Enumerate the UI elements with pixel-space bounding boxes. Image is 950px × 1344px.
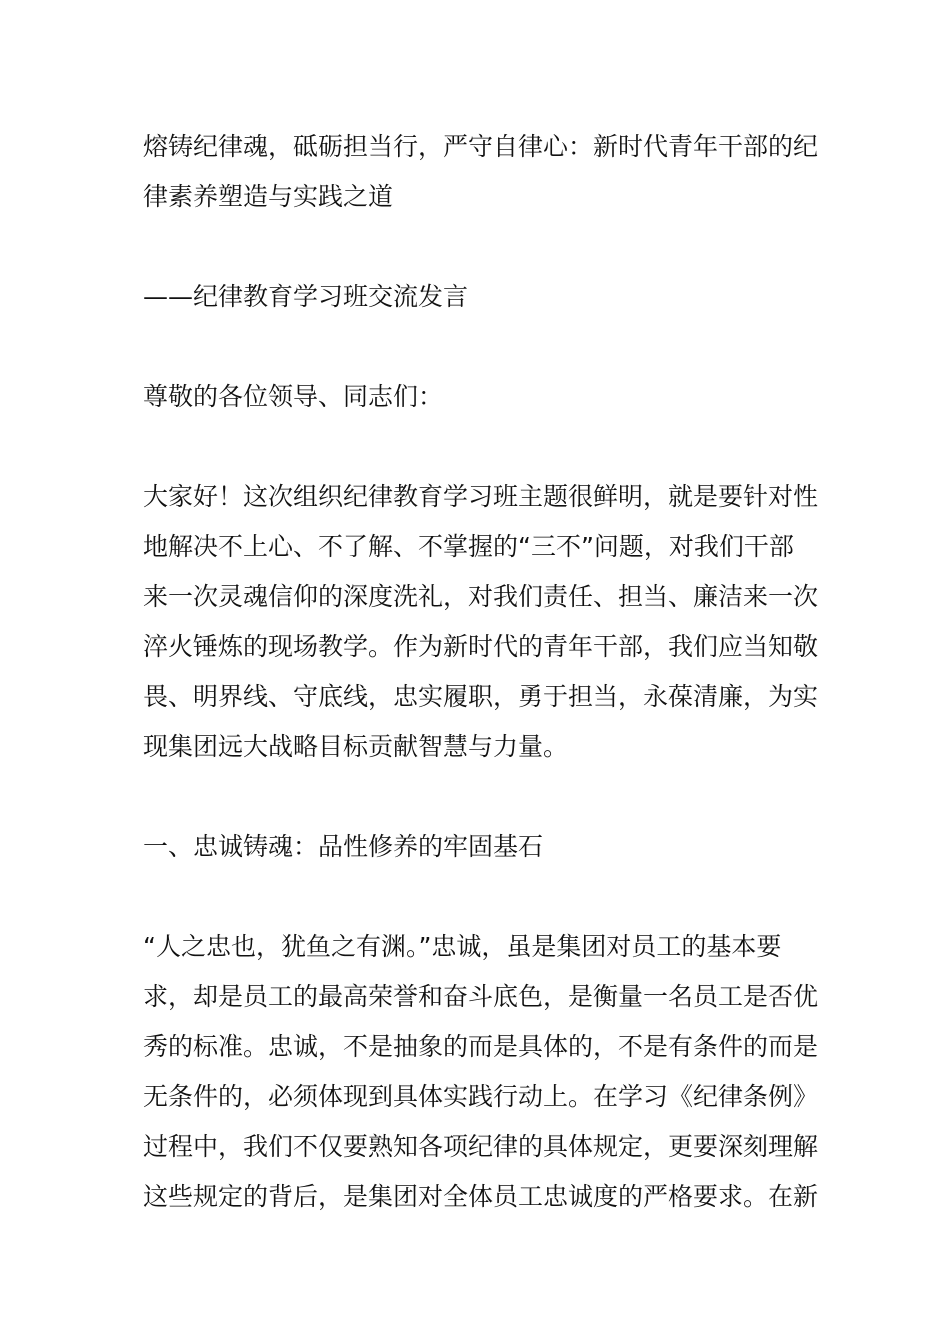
salutation (143, 372, 808, 422)
section-heading-text: 一、忠诚铸魂：品性修养的牢固基石 (143, 832, 544, 861)
section-heading (143, 822, 808, 872)
paragraph-line: 无条件的，必须体现到具体实践行动上。在学习《纪律条例》 (143, 1082, 819, 1111)
paragraph-line: 来一次灵魂信仰的深度洗礼，对我们责任、担当、廉洁来一次 (143, 582, 819, 611)
section-paragraph (143, 922, 819, 1222)
paragraph-line: 现集团远大战略目标贡献智慧与力量。 (143, 732, 569, 761)
salutation-text: 尊敬的各位领导、同志们： (143, 382, 444, 411)
paragraph-line: 地解决不上心、不了解、不掌握的“三不”问题，对我们干部 (143, 532, 794, 561)
paragraph-line: 求，却是员工的最高荣誉和奋斗底色，是衡量一名员工是否优 (143, 982, 819, 1011)
paragraph-line: 大家好！这次组织纪律教育学习班主题很鲜明，就是要针对性 (143, 482, 819, 511)
paragraph-line: “人之忠也，犹鱼之有渊。”忠诚，虽是集团对员工的基本要 (143, 932, 782, 961)
document-title (143, 122, 819, 222)
paragraph-line: 这些规定的背后，是集团对全体员工忠诚度的严格要求。在新 (143, 1182, 819, 1211)
document-subtitle (143, 272, 808, 322)
document-page (143, 122, 819, 1222)
title-line: 熔铸纪律魂，砥砺担当行，严守自律心：新时代青年干部的纪 (143, 132, 819, 161)
paragraph-line: 过程中，我们不仅要熟知各项纪律的具体规定，更要深刻理解 (143, 1132, 819, 1161)
paragraph-line: 畏、明界线、守底线，忠实履职，勇于担当，永葆清廉，为实 (143, 682, 819, 711)
title-line: 律素养塑造与实践之道 (143, 182, 394, 211)
subtitle-text: ——纪律教育学习班交流发言 (143, 282, 469, 311)
intro-paragraph (143, 472, 819, 772)
paragraph-line: 淬火锤炼的现场教学。作为新时代的青年干部，我们应当知敬 (143, 632, 819, 661)
paragraph-line: 秀的标准。忠诚，不是抽象的而是具体的，不是有条件的而是 (143, 1032, 819, 1061)
